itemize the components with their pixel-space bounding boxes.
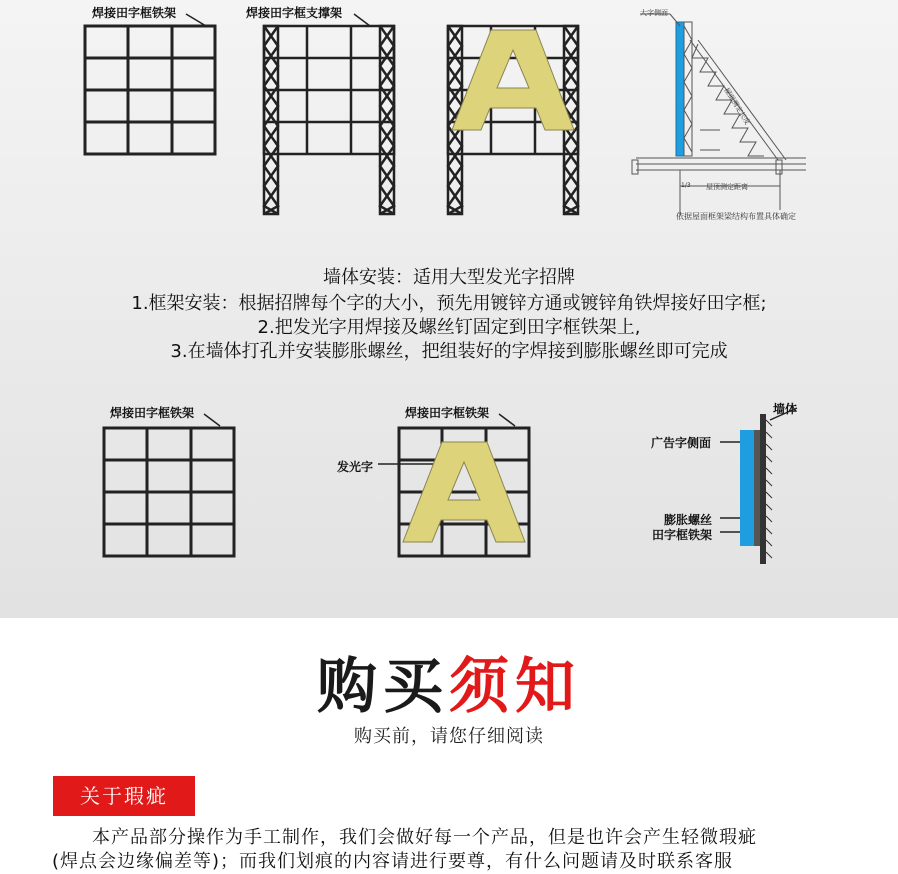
notice-heading-black: 购买 <box>317 652 449 722</box>
top-frame-label: 焊接田字框铁架 <box>92 6 177 20</box>
wall-label: 墙体 <box>773 402 798 416</box>
bottom-frame-label-2: 焊接田字框铁架 <box>405 406 490 420</box>
frame-label: 田字框铁架 <box>652 528 713 542</box>
roof-note-label: 依据屋面框架梁结构布置具体确定 <box>676 212 796 221</box>
roof-bottom-label: 屋顶测定距离 <box>706 183 748 191</box>
screw-label: 膨胀螺丝 <box>664 513 713 527</box>
notice-heading-red: 须知 <box>449 652 581 722</box>
roof-word-side-label: 大字侧面 <box>640 9 668 17</box>
install-step-1: 1.框架安装：根据招牌每个字的大小，预先用镀锌方通或镀锌角铁焊接好田字框; <box>131 293 767 314</box>
notice-subtitle: 购买前，请您仔细阅读 <box>354 726 544 747</box>
wall-side-view <box>740 414 772 564</box>
bottom-diagrams <box>0 390 898 570</box>
bottom-frame-label-1: 焊接田字框铁架 <box>110 406 195 420</box>
bottom-grid-1 <box>104 428 234 556</box>
letter-a-shape-top <box>452 30 574 130</box>
roof-diagonal-label: 屋面测定长度 <box>722 86 752 127</box>
flaw-paragraph-line-2: (焊点会边缘偏差等)；而我们划痕的内容请进行要尊，有什么问题请及时联系客服 <box>52 851 734 872</box>
install-step-3: 3.在墙体打孔并安装膨胀螺丝，把组装好的字焊接到膨胀螺丝即可完成 <box>170 341 728 362</box>
top-support-label: 焊接田字框支撑架 <box>246 6 343 20</box>
roof-small-label: 1/3 <box>681 182 691 189</box>
top-diagrams <box>0 0 898 230</box>
support-frame-grid <box>264 26 394 214</box>
install-title: 墙体安装：适用大型发光字招牌 <box>323 267 575 288</box>
side-label: 广告字侧面 <box>651 436 712 450</box>
tian-frame-grid-1 <box>85 26 215 154</box>
flaw-paragraph <box>52 826 852 874</box>
glow-char-label: 发光字 <box>337 460 374 474</box>
notice-heading <box>0 652 898 722</box>
install-step-2: 2.把发光字用焊接及螺丝钉固定到田字框铁架上, <box>257 317 641 338</box>
flaw-paragraph-line-1: 本产品部分操作为手工制作，我们会做好每一个产品，但是也许会产生轻微瑕疵 <box>92 827 757 848</box>
flaw-section-badge: 关于瑕疵 <box>53 776 195 816</box>
